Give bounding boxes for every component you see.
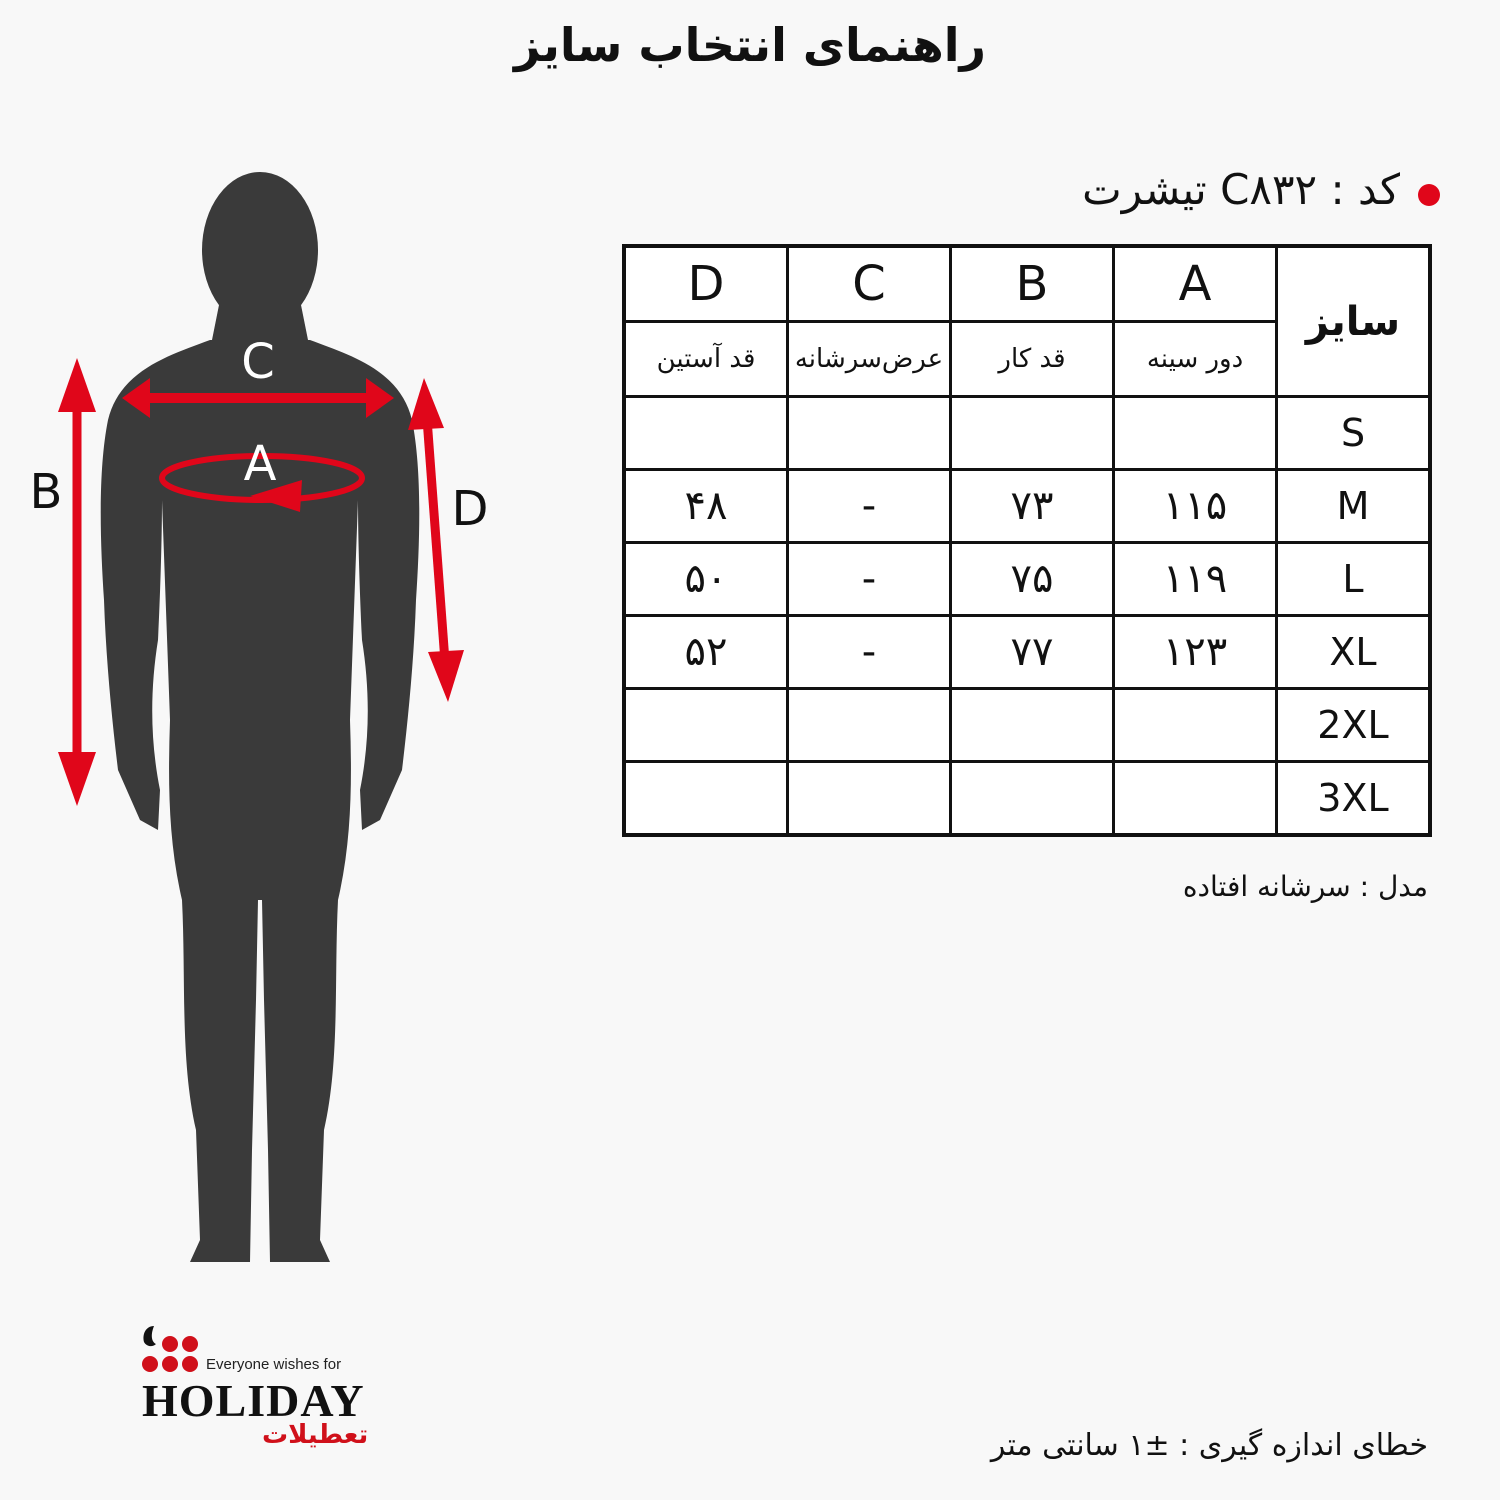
size-cell: 2XL — [1277, 689, 1431, 762]
label-a: A — [243, 436, 277, 492]
logo-brand-name: HOLIDAY — [142, 1375, 365, 1426]
model-note: مدل : سرشانه افتاده — [1182, 870, 1428, 903]
table-row — [624, 470, 1430, 543]
size-cell: XL — [1277, 616, 1431, 689]
column-letter-a: A — [1114, 246, 1277, 322]
value-cell: ۷۵ — [951, 543, 1114, 616]
value-cell — [1114, 762, 1277, 836]
value-cell — [951, 397, 1114, 470]
logo-tagline: Everyone wishes for — [206, 1356, 342, 1373]
column-letter-c: C — [788, 246, 951, 322]
value-cell: ۱۲۳ — [1114, 616, 1277, 689]
size-cell: 3XL — [1277, 762, 1431, 836]
label-c: C — [241, 334, 275, 390]
product-code — [1082, 165, 1440, 214]
value-cell: ۱۱۹ — [1114, 543, 1277, 616]
value-cell — [788, 762, 951, 836]
label-d: D — [451, 481, 489, 537]
size-header-cell: سایز — [1277, 246, 1431, 397]
value-cell: ۴۸ — [624, 470, 788, 543]
value-cell — [951, 762, 1114, 836]
table-header-letters — [624, 246, 1430, 322]
value-cell — [788, 397, 951, 470]
value-cell — [624, 397, 788, 470]
column-letter-d: D — [624, 246, 788, 322]
table-row — [624, 762, 1430, 836]
brand-logo — [140, 1322, 380, 1452]
size-cell: S — [1277, 397, 1431, 470]
table-row — [624, 543, 1430, 616]
body-length-arrow — [58, 358, 96, 806]
value-cell — [1114, 397, 1277, 470]
page-title: راهنمای انتخاب سایز — [513, 18, 987, 72]
value-cell: - — [788, 543, 951, 616]
column-letter-b: B — [951, 246, 1114, 322]
value-cell: ۵۲ — [624, 616, 788, 689]
value-cell — [788, 689, 951, 762]
value-cell: ۷۳ — [951, 470, 1114, 543]
body-measurement-figure — [0, 150, 560, 1280]
column-label-length: قد کار — [951, 322, 1114, 397]
logo-persian-name: تعطیلات — [262, 1420, 369, 1450]
value-cell: ۵۰ — [624, 543, 788, 616]
value-cell: ۱۱۵ — [1114, 470, 1277, 543]
size-cell: M — [1277, 470, 1431, 543]
logo-dots-icon — [140, 1322, 206, 1372]
column-label-sleeve: قد آستین — [624, 322, 788, 397]
size-chart-table — [622, 244, 1432, 837]
table-row — [624, 397, 1430, 470]
value-cell — [624, 762, 788, 836]
table-row — [624, 689, 1430, 762]
product-code-text: کد : C۸۳۲ تیشرت — [1082, 165, 1400, 214]
value-cell: ۷۷ — [951, 616, 1114, 689]
size-cell: L — [1277, 543, 1431, 616]
value-cell: - — [788, 470, 951, 543]
measurement-error-note: خطای اندازه گیری : ±۱ سانتی متر — [990, 1428, 1428, 1463]
value-cell — [624, 689, 788, 762]
value-cell — [1114, 689, 1277, 762]
table-row — [624, 616, 1430, 689]
bullet-dot-icon — [1418, 184, 1440, 206]
label-b: B — [29, 464, 63, 520]
column-label-chest: دور سینه — [1114, 322, 1277, 397]
column-label-shoulder: عرض‌سرشانه — [788, 322, 951, 397]
value-cell — [951, 689, 1114, 762]
value-cell: - — [788, 616, 951, 689]
